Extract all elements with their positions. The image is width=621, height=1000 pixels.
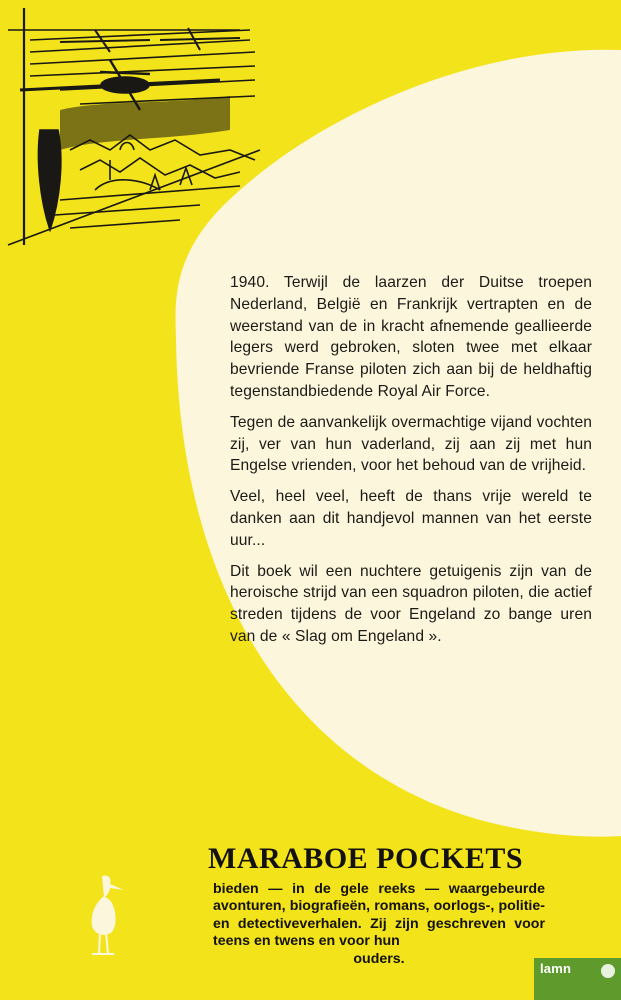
blurb-paragraph: Dit boek wil een nuchtere getuigenis zijn van de heroische strijd van een squadron piloten, die actief streden tijdens de voor Engeland zo bange uren van de « Slag om Engeland ».: [230, 562, 592, 645]
blurb-paragraph: 1940. Terwijl de laarzen der Duitse troepen Nederland, België en Frankrijk vertrapten en de weerstand van de in kracht afnemende geallieerde legers werd gebroken, sloten twee met elkaar bevriende Franse piloten zich aan bij de heldhaftig tegenstandbiedende Royal Air Force.: [230, 274, 592, 400]
sticker-text: lamn: [540, 961, 572, 976]
series-title: MARABOE POCKETS: [208, 842, 524, 875]
bomber-planes-illustration: [0, 0, 270, 250]
blurb-paragraph: Tegen de aanvankelijk overmachtige vijand vochten zij, ver van hun vaderland, zij aan zij met hun Engelse vrienden, voor het behoud van de vrijheid.: [230, 413, 592, 475]
blurb-text: [230, 272, 592, 657]
tagline-last-line: ouders.: [353, 950, 405, 967]
sticker-dot-icon: [601, 964, 615, 978]
marabou-bird-icon: [74, 868, 134, 958]
series-tagline: [213, 881, 545, 968]
tagline-text: bieden — in de gele reeks — waargebeurde avonturen, biografieën, romans, oorlogs-, politie- en detectiveverhalen. Zij zijn geschreven voor teens en twens en voor hun: [213, 881, 545, 950]
price-sticker: [534, 958, 621, 1000]
blurb-paragraph: Veel, heel veel, heeft de thans vrije wereld te danken aan dit handjevol mannen van het eerste uur...: [230, 488, 592, 549]
